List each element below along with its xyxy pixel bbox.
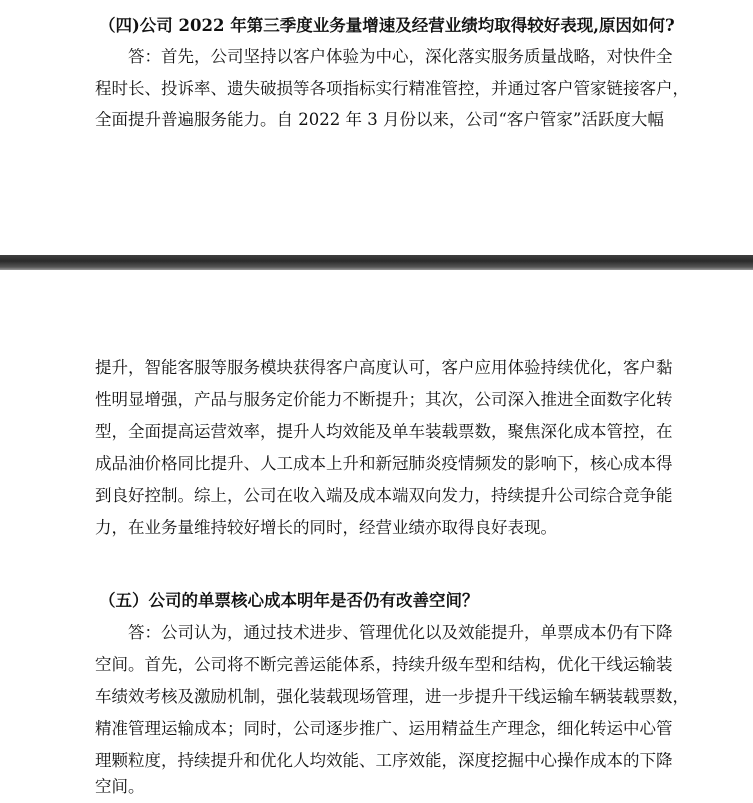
paragraph-line: 理颗粒度，持续提升和优化人均效能、工序效能，深度挖掘中心操作成本的下降 (95, 751, 673, 770)
page-separator (0, 255, 753, 270)
paragraph-line: 车绩效考核及激励机制，强化装载现场管理，进一步提升干线运输车辆装载票数， (95, 687, 689, 706)
paragraph-line: 力，在业务量维持较好增长的同时，经营业绩亦取得良好表现。 (95, 518, 557, 537)
paragraph-line: 精准管理运输成本；同时，公司逐步推广、运用精益生产理念，细化转运中心管 (95, 719, 673, 738)
paragraph-line: 答：公司认为，通过技术进步、管理优化以及效能提升，单票成本仍有下降 (128, 623, 673, 642)
paragraph-line: 成品油价格同比提升、人工成本上升和新冠肺炎疫情频发的影响下，核心成本得 (95, 454, 673, 473)
paragraph-line: 提升，智能客服等服务模块获得客户高度认可，客户应用体验持续优化，客户黏 (95, 358, 673, 377)
paragraph-line: 型，全面提高运营效率，提升人均效能及单车装载票数，聚焦深化成本管控，在 (95, 422, 673, 441)
paragraph-line: 空间。 (95, 777, 145, 796)
paragraph-line: 性明显增强，产品与服务定价能力不断提升；其次，公司深入推进全面数字化转 (95, 390, 673, 409)
document-page-top (0, 0, 753, 255)
paragraph-line: 全面提升普遍服务能力。自 2022 年 3 月份以来，公司“客户管家”活跃度大幅 (95, 110, 664, 129)
paragraph-line: 答：首先，公司坚持以客户体验为中心，深化落实服务质量战略，对快件全 (128, 47, 673, 66)
document-page-bottom (0, 270, 753, 803)
paragraph-line: 到良好控制。综上，公司在收入端及成本端双向发力，持续提升公司综合竞争能 (95, 486, 673, 505)
section-five-heading: （五）公司的单票核心成本明年是否仍有改善空间？ (99, 591, 479, 610)
paragraph-line: 程时长、投诉率、遗失破损等各项指标实行精准管控，并通过客户管家链接客户， (95, 79, 689, 98)
paragraph-line: 空间。首先，公司将不断完善运能体系，持续升级车型和结构，优化干线运输装 (95, 655, 673, 674)
section-four-heading: （四)公司 2022 年第三季度业务量增速及经营业绩均取得较好表现,原因如何? (99, 16, 675, 35)
